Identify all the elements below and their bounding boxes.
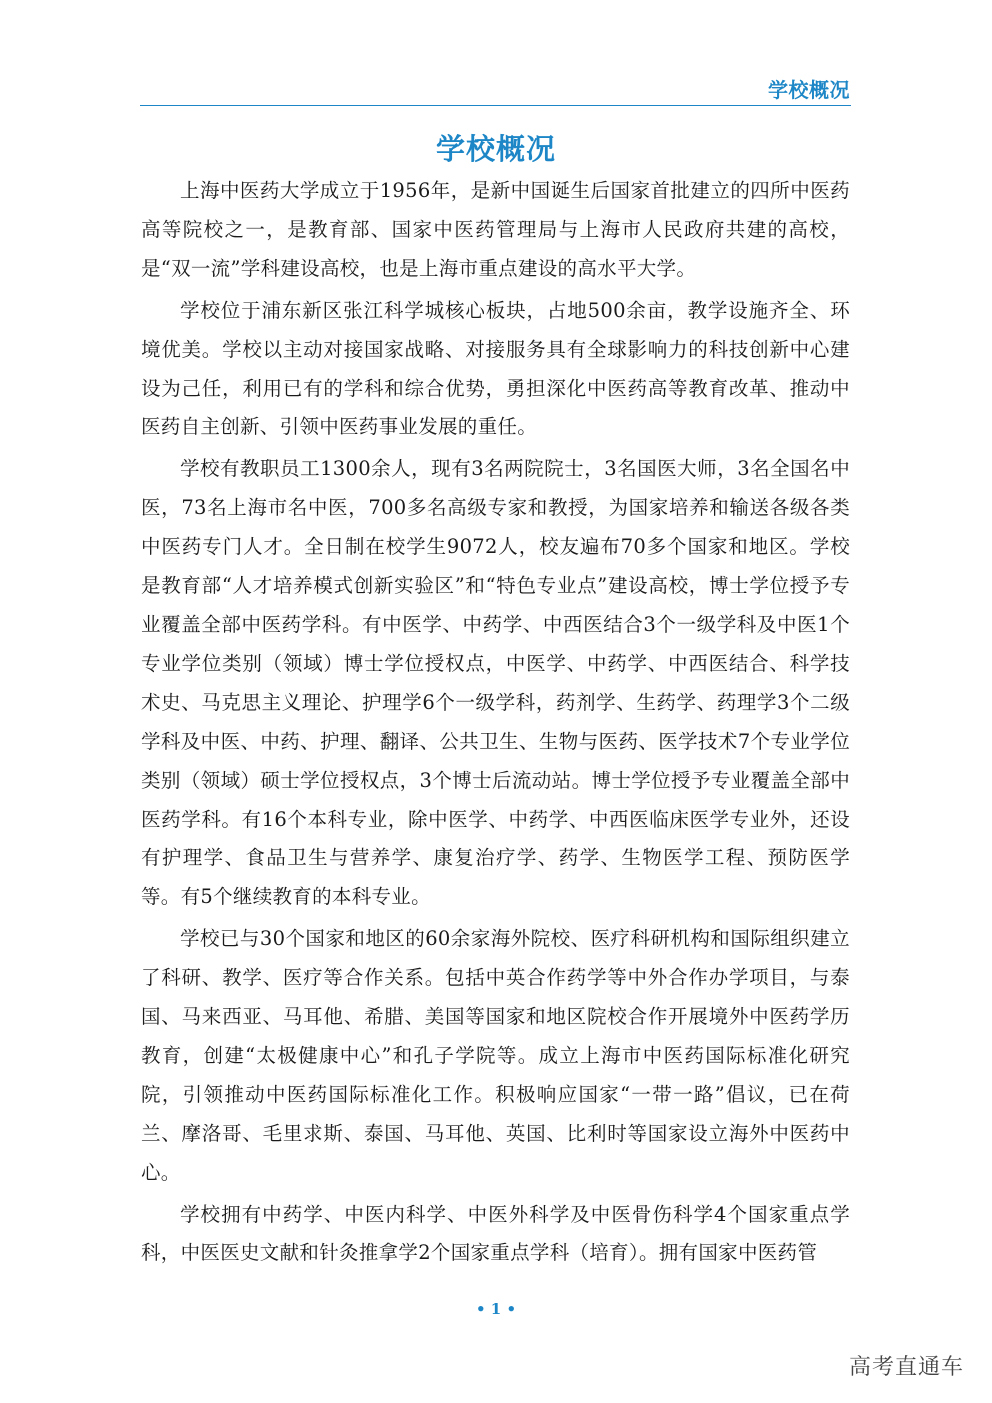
body-text bbox=[141, 172, 850, 1276]
running-header-title: 学校概况 bbox=[768, 78, 850, 102]
paragraph-faculty-programs: 学校有教职员工1300余人，现有3名两院院士，3名国医大师，3名全国名中医，73名上海市名中医，700多名高级专家和教授，为国家培养和输送各级各类中医药专门人才。全日制在校学生9072人，校友遍布70多个国家和地区。学校是教育部“人才培养模式创新实验区”和“特色专业点”建设高校，博士学位授予专业覆盖全部中医药学科。有中医学、中药学、中西医结合3个一级学科及中医1个专业学位类别（领域）博士学位授权点，中医学、中药学、中西医结合、科学技术史、马克思主义理论、护理学6个一级学科，药剂学、生药学、药理学3个二级学科及中医、中药、护理、翻译、公共卫生、生物与医药、医学技术7个专业学位类别（领域）硕士学位授权点，3个博士后流动站。博士学位授予专业覆盖全部中医药学科。有16个本科专业，除中医学、中药学、中西医临床医学专业外，还设有护理学、食品卫生与营养学、康复治疗学、药学、生物医学工程、预防医学等。有5个继续教育的本科专业。 bbox=[141, 457, 850, 909]
paragraph-campus: 学校位于浦东新区张江科学城核心板块，占地500余亩，教学设施齐全、环境优美。学校以主动对接国家战略、对接服务具有全球影响力的科技创新中心建设为己任，利用已有的学科和综合优势，勇担深化中医药高等教育改革、推动中医药自主创新、引领中医药事业发展的重任。 bbox=[141, 298, 850, 439]
watermark-text: 高考直通车 bbox=[848, 1355, 964, 1380]
header-divider bbox=[140, 105, 851, 106]
paragraph-key-disciplines: 学校拥有中药学、中医内科学、中医外科学及中医骨伤科学4个国家重点学科，中医医史文献和针灸推拿学2个国家重点学科（培育）。拥有国家中医药管 bbox=[141, 1202, 850, 1265]
paragraph-founding: 上海中医药大学成立于1956年，是新中国诞生后国家首批建立的四所中医药高等院校之一，是教育部、国家中医药管理局与上海市人民政府共建的高校，是“双一流”学科建设高校，也是上海市重点建设的高水平大学。 bbox=[141, 179, 850, 280]
paragraph-international: 学校已与30个国家和地区的60余家海外院校、医疗科研机构和国际组织建立了科研、教学、医疗等合作关系。包括中英合作药学等中外合作办学项目，与泰国、马来西亚、马耳他、希腊、美国等国家和地区院校合作开展境外中医药学历教育，创建“太极健康中心”和孔子学院等。成立上海市中医药国际标准化研究院，引领推动中医药国际标准化工作。积极响应国家“一带一路”倡议，已在荷兰、摩洛哥、毛里求斯、泰国、马耳他、英国、比利时等国家设立海外中医药中心。 bbox=[141, 927, 850, 1184]
page-title: 学校概况 bbox=[435, 132, 556, 166]
page-number: • 1 • bbox=[475, 1300, 517, 1318]
